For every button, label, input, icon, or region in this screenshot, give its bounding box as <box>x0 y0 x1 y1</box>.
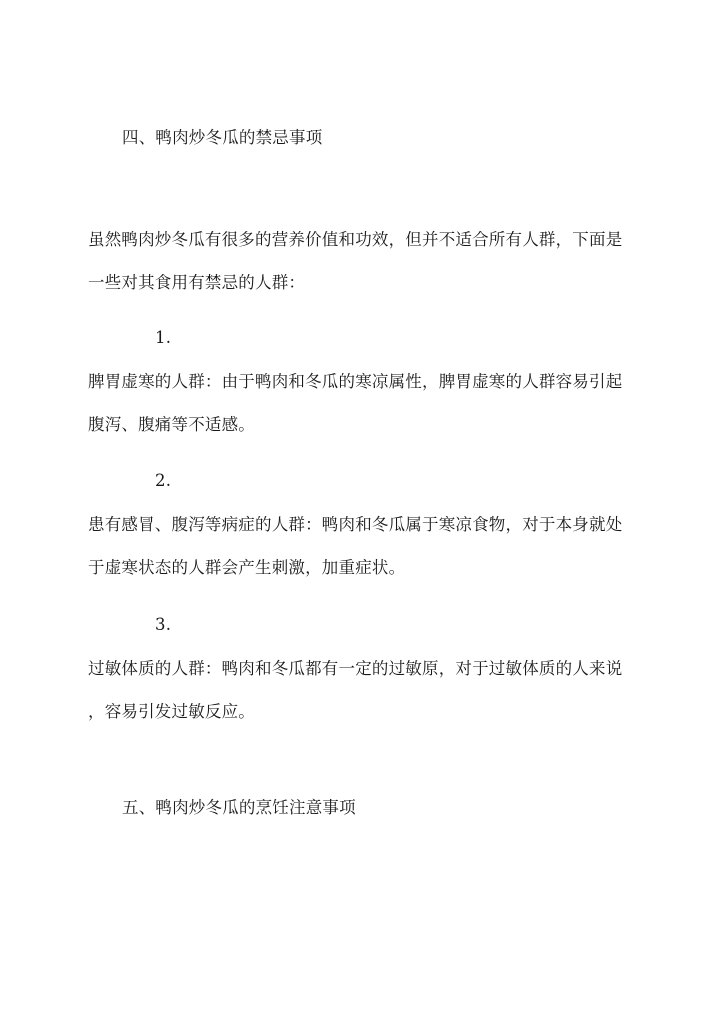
item-2-line-1: 患有感冒、腹泻等病症的人群：鸭肉和冬瓜属于寒凉食物，对于本身就处 <box>88 515 623 534</box>
item-1-line-2: 腹泻、腹痛等不适感。 <box>88 415 255 434</box>
intro-line-2: 一些对其食用有禁忌的人群： <box>88 273 306 292</box>
item-1-number: 1. <box>155 328 172 347</box>
section-4-heading: 四、鸭肉炒冬瓜的禁忌事项 <box>122 128 323 147</box>
item-1-line-1: 脾胃虚寒的人群：由于鸭肉和冬瓜的寒凉属性，脾胃虚寒的人群容易引起 <box>88 372 623 391</box>
item-2-line-2: 于虚寒状态的人群会产生刺激，加重症状。 <box>88 558 406 577</box>
item-2-number: 2. <box>155 471 172 490</box>
item-3-line-2: ，容易引发过敏反应。 <box>88 702 255 721</box>
section-5-heading: 五、鸭肉炒冬瓜的烹饪注意事项 <box>122 798 356 817</box>
intro-line-1: 虽然鸭肉炒冬瓜有很多的营养价值和功效，但并不适合所有人群，下面是 <box>88 230 623 249</box>
item-3-line-1: 过敏体质的人群：鸭肉和冬瓜都有一定的过敏原，对于过敏体质的人来说 <box>88 659 623 678</box>
item-3-number: 3. <box>155 615 172 634</box>
